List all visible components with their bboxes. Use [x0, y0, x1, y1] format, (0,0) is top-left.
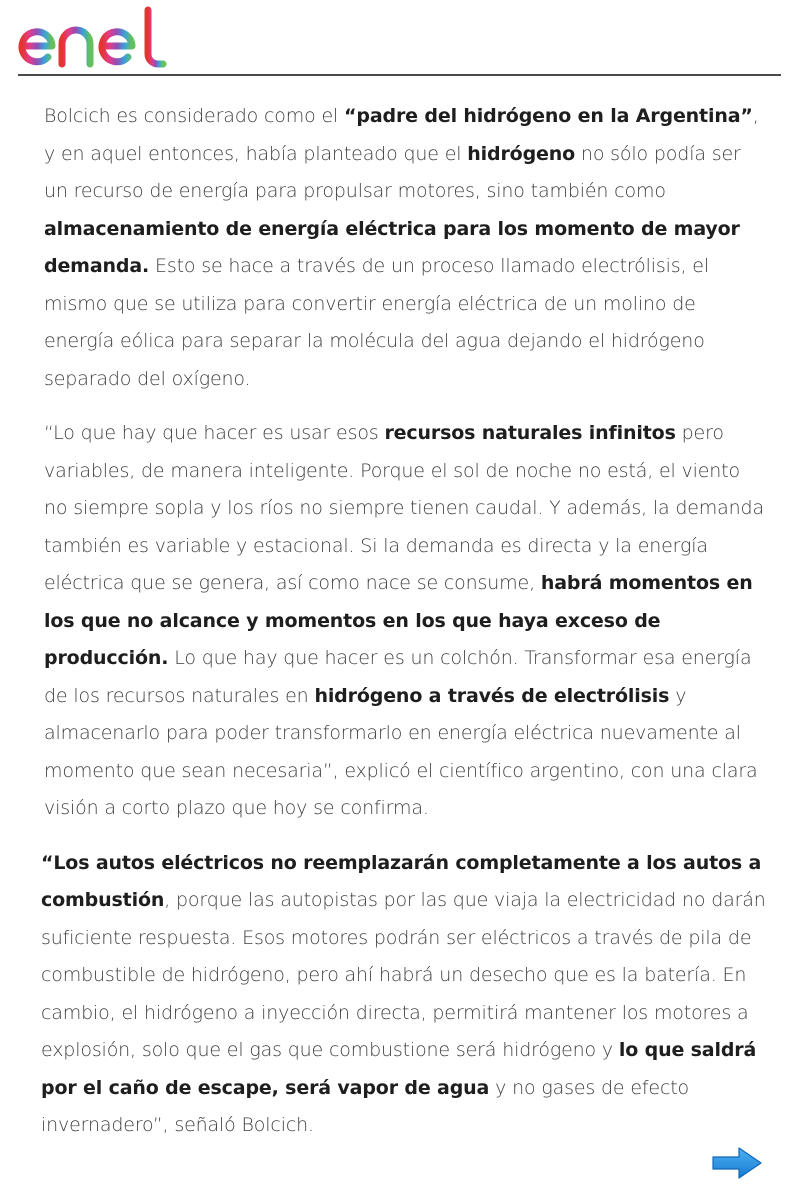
bold-text: “Los autos eléctricos no reemplazarán completamente a los autos a combustión: [41, 851, 762, 911]
paragraph-text: Bolcich es considerado como el: [44, 105, 345, 127]
paragraph-text: , y en aquel entonces, había planteado que el: [44, 105, 759, 165]
paragraph-text: Esto se hace a través de un proceso llamado electrólisis, el mismo que se utiliza para convertir energía eléctrica de un molino de energía eólica para separar la molécula del agua dejando el hidrógeno separado del oxígeno.: [44, 255, 709, 390]
paragraph-text: no sólo podía ser un recurso de energía para propulsar motores, sino también como: [44, 142, 741, 202]
article-body: [41, 98, 766, 1162]
enel-logo[interactable]: [18, 6, 183, 68]
bold-text: hidrógeno a través de electrólisis: [314, 684, 670, 707]
bold-text: “padre del hidrógeno en la Argentina”: [344, 105, 753, 127]
paragraph-text: pero variables, de manera inteligente. Porque el sol de noche no está, el viento no siempre sopla y los ríos no siempre tienen caudal. Y además, la demanda también es variable y estacional. Si la demanda es directa y la energía eléctrica que se genera, así como nace se consume,: [44, 422, 764, 594]
paragraph-text: “Lo que hay que hacer es usar esos: [44, 422, 385, 444]
bold-text: recursos naturales infinitos: [384, 422, 676, 444]
article-paragraph-3: [41, 845, 766, 1145]
arrow-right-icon[interactable]: [711, 1145, 763, 1181]
bold-text: habrá momentos en los que no alcance y momentos en los que haya exceso de producción.: [44, 572, 753, 669]
bold-text: hidrógeno: [467, 142, 576, 165]
paragraph-text: Lo que hay que hacer es un colchón. Transformar esa energía de los recursos naturales en: [44, 647, 752, 707]
paragraph-text: y almacenarlo para poder transformarlo en energía eléctrica nuevamente al momento que sean necesaria”, explicó el científico argentino, con una clara visión a corto plazo que hoy se confirma.: [44, 684, 758, 819]
bold-text: almacenamiento de energía eléctrica para los momento de mayor demanda.: [44, 217, 740, 277]
paragraph-text: , porque las autopistas por las que viaja la electricidad no darán suficiente respuesta. Esos motores podrán ser eléctricos a través de pila de combustible de hidrógeno, pero ahí habrá un desecho que es la batería. En cambio, el hidrógeno a inyección directa, permitirá mantener los motores a explosión, solo que el gas que combustione será hidrógeno y: [41, 889, 766, 1061]
paragraph-text: y no gases de efecto invernadero”, señaló Bolcich.: [41, 1076, 690, 1136]
article-paragraph-2: [44, 415, 766, 828]
bold-text: lo que saldrá por el caño de escape, será vapor de agua: [41, 1039, 757, 1099]
article-paragraph-1: [44, 98, 766, 398]
page-header: [18, 0, 781, 76]
